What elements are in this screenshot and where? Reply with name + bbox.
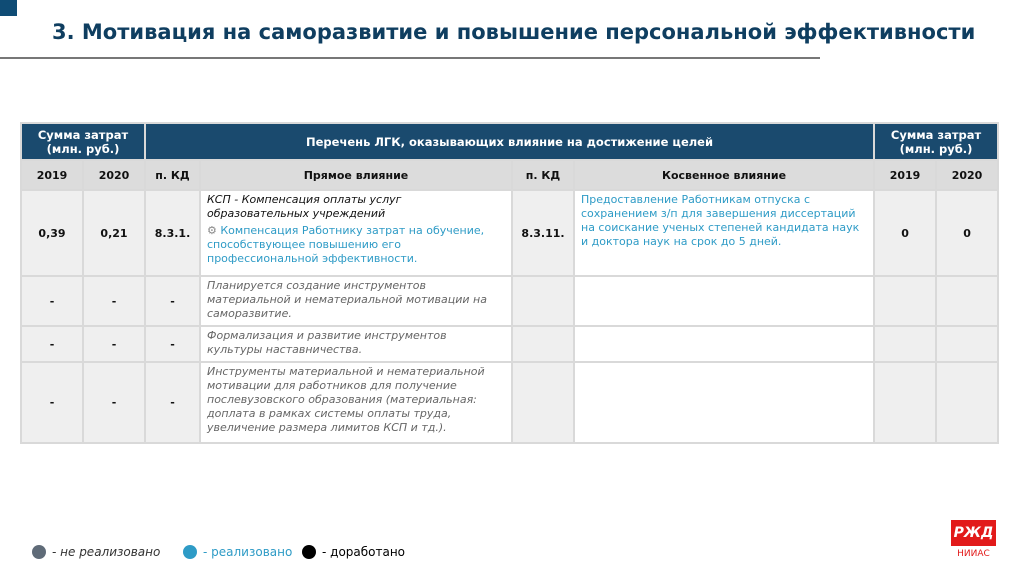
cost-2019: - — [21, 276, 83, 326]
legend-label: - реализовано — [203, 545, 293, 559]
legend-not-implemented — [32, 545, 160, 559]
empty-cell — [512, 326, 574, 362]
empty-cell — [574, 362, 874, 443]
table-row — [21, 326, 998, 362]
direct-item: Компенсация Работнику затрат на обучение, способствующее повышению его профессиональной эффективности. — [207, 224, 485, 265]
header-2020-right: 2020 — [936, 160, 998, 190]
header-list: Перечень ЛГК, оказывающих влияние на достижение целей — [145, 123, 874, 160]
header-direct: Прямое влияние — [200, 160, 512, 190]
empty-cell — [512, 362, 574, 443]
empty-cell — [874, 326, 936, 362]
empty-cell — [874, 276, 936, 326]
table-row — [21, 276, 998, 326]
direct-cell: Инструменты материальной и нематериальной мотивации для работников для получение послевузовского образования (материальная: доплата в рамках системы оплаты труда, увеличение размера лимитов КСП и тд.). — [200, 362, 512, 443]
legend-implemented — [183, 545, 292, 559]
cost-2020: - — [83, 276, 145, 326]
header-kd: п. КД — [145, 160, 200, 190]
cost-2020: - — [83, 326, 145, 362]
cost-2019-right: 0 — [874, 190, 936, 276]
legend-label: - не реализовано — [52, 545, 161, 559]
header-cost-right: Сумма затрат (млн. руб.) — [874, 123, 998, 160]
kd-number: - — [145, 276, 200, 326]
cost-2020: 0,21 — [83, 190, 145, 276]
cost-2019: 0,39 — [21, 190, 83, 276]
kd-number: - — [145, 326, 200, 362]
page-title: 3. Мотивация на саморазвитие и повышение персональной эффективности — [52, 20, 976, 44]
header-2020: 2020 — [83, 160, 145, 190]
table-row — [21, 362, 998, 443]
empty-cell — [874, 362, 936, 443]
header-2019: 2019 — [21, 160, 83, 190]
header-kd-2: п. КД — [512, 160, 574, 190]
empty-cell — [936, 362, 998, 443]
corner-accent — [0, 0, 17, 16]
legend-label: - доработано — [322, 545, 406, 559]
empty-cell — [574, 326, 874, 362]
direct-title: КСП - Компенсация оплаты услуг образовательных учреждений — [207, 193, 402, 220]
black-dot-icon — [302, 545, 316, 559]
lgk-table — [20, 122, 999, 444]
kd-number-indirect: 8.3.11. — [512, 190, 574, 276]
direct-cell: Формализация и развитие инструментов культуры наставничества. — [200, 326, 512, 362]
cost-2020-right: 0 — [936, 190, 998, 276]
cost-2020: - — [83, 362, 145, 443]
blue-dot-icon — [183, 545, 197, 559]
kd-number: - — [145, 362, 200, 443]
logo-caption: НИИАС — [957, 549, 990, 559]
table-row — [21, 190, 998, 276]
direct-cell: Планируется создание инструментов материальной и нематериальной мотивации на саморазвитие. — [200, 276, 512, 326]
empty-cell — [512, 276, 574, 326]
grey-dot-icon — [32, 545, 46, 559]
empty-cell — [936, 326, 998, 362]
header-2019-right: 2019 — [874, 160, 936, 190]
header-cost-left: Сумма затрат (млн. руб.) — [21, 123, 145, 160]
indirect-cell: Предоставление Работникам отпуска с сохранением з/п для завершения диссертаций на соискание ученых степеней кандидата наук и доктора наук на срок до 5 дней. — [574, 190, 874, 276]
rzd-logo: РЖД — [951, 520, 996, 546]
title-divider — [0, 57, 820, 59]
kd-number: 8.3.1. — [145, 190, 200, 276]
gear-icon: ⚙ — [207, 224, 221, 237]
empty-cell — [936, 276, 998, 326]
cost-2019: - — [21, 326, 83, 362]
direct-cell — [200, 190, 512, 276]
empty-cell — [574, 276, 874, 326]
legend-refined — [302, 545, 405, 559]
header-indirect: Косвенное влияние — [574, 160, 874, 190]
cost-2019: - — [21, 362, 83, 443]
